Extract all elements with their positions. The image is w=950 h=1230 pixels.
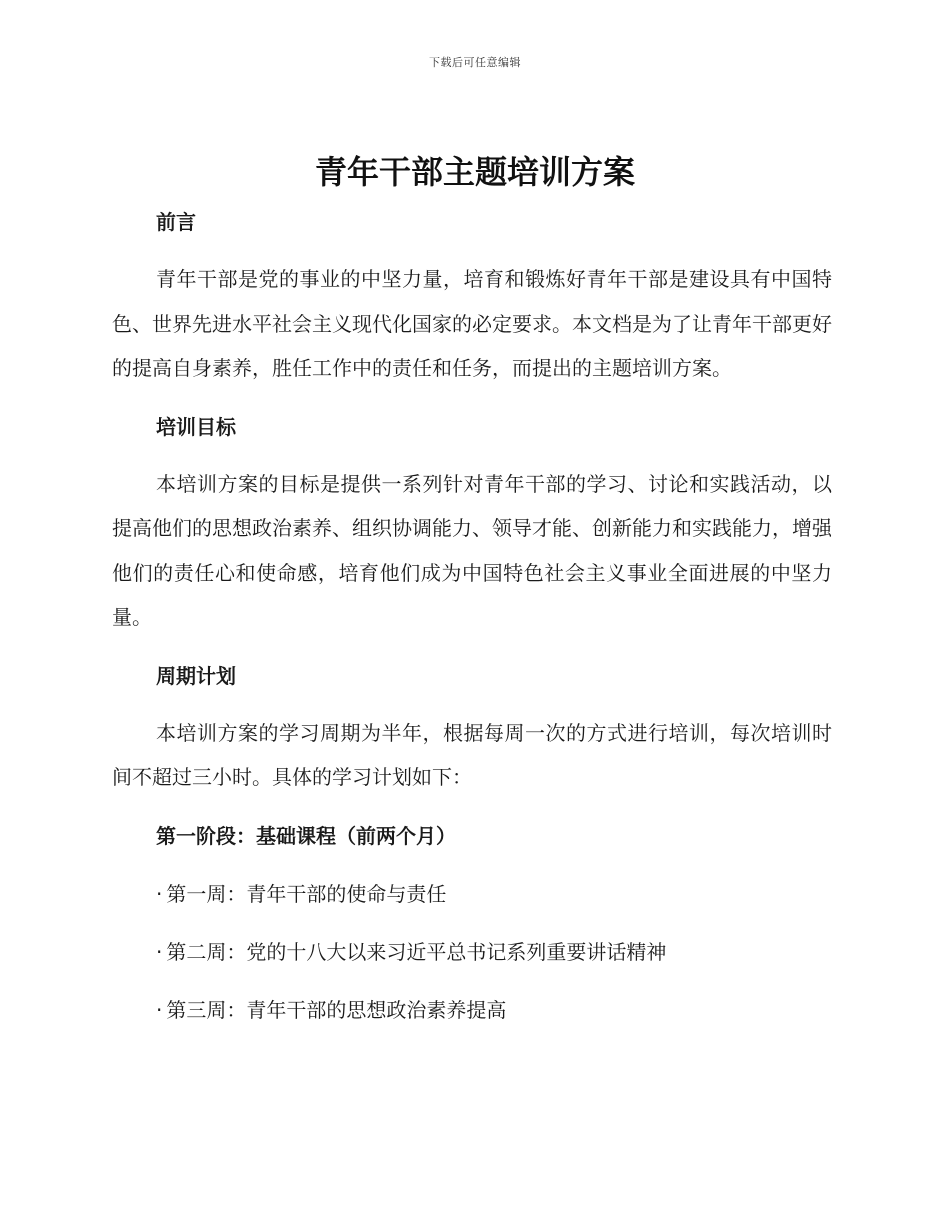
list-item-text: 第二周：党的十八大以来习近平总书记系列重要讲话精神 — [166, 939, 667, 964]
paragraph-preface: 青年干部是党的事业的中坚力量，培育和锻炼好青年干部是建设具有中国特色、世界先进水平社会主义现代化国家的必定要求。本文档是为了让青年干部更好的提高自身素养，胜任工作中的责任和任务，而提出的主题培训方案。 — [112, 267, 832, 380]
bullet-dot: · — [156, 939, 163, 964]
paragraph-goal: 本培训方案的目标是提供一系列针对青年干部的学习、讨论和实践活动，以提高他们的思想政治素养、组织协调能力、领导才能、创新能力和实践能力，增强他们的责任心和使命感，培育他们成为中国特色社会主义事业全面进展的中坚力量。 — [112, 471, 832, 629]
list-item-text: 第三周：青年干部的思想政治素养提高 — [166, 997, 507, 1022]
section-heading-phase1: 第一阶段：基础课程（前两个月） — [156, 823, 456, 848]
list-item-text: 第一周：青年干部的使命与责任 — [166, 881, 447, 906]
document-title: 青年干部主题培训方案 — [314, 153, 635, 191]
list-item — [112, 872, 832, 916]
list-item — [112, 930, 832, 974]
section-heading-preface: 前言 — [156, 210, 196, 234]
header-note: 下载后可任意编辑 — [429, 56, 521, 69]
bullet-dot: · — [156, 997, 163, 1022]
section-heading-goal: 培训目标 — [156, 414, 236, 439]
bullet-dot: · — [156, 881, 163, 906]
paragraph-schedule: 本培训方案的学习周期为半年，根据每周一次的方式进行培训，每次培训时间不超过三小时。具体的学习计划如下： — [112, 720, 832, 789]
section-heading-schedule: 周期计划 — [156, 663, 236, 688]
list-item — [112, 988, 832, 1032]
document-body — [112, 200, 832, 1032]
